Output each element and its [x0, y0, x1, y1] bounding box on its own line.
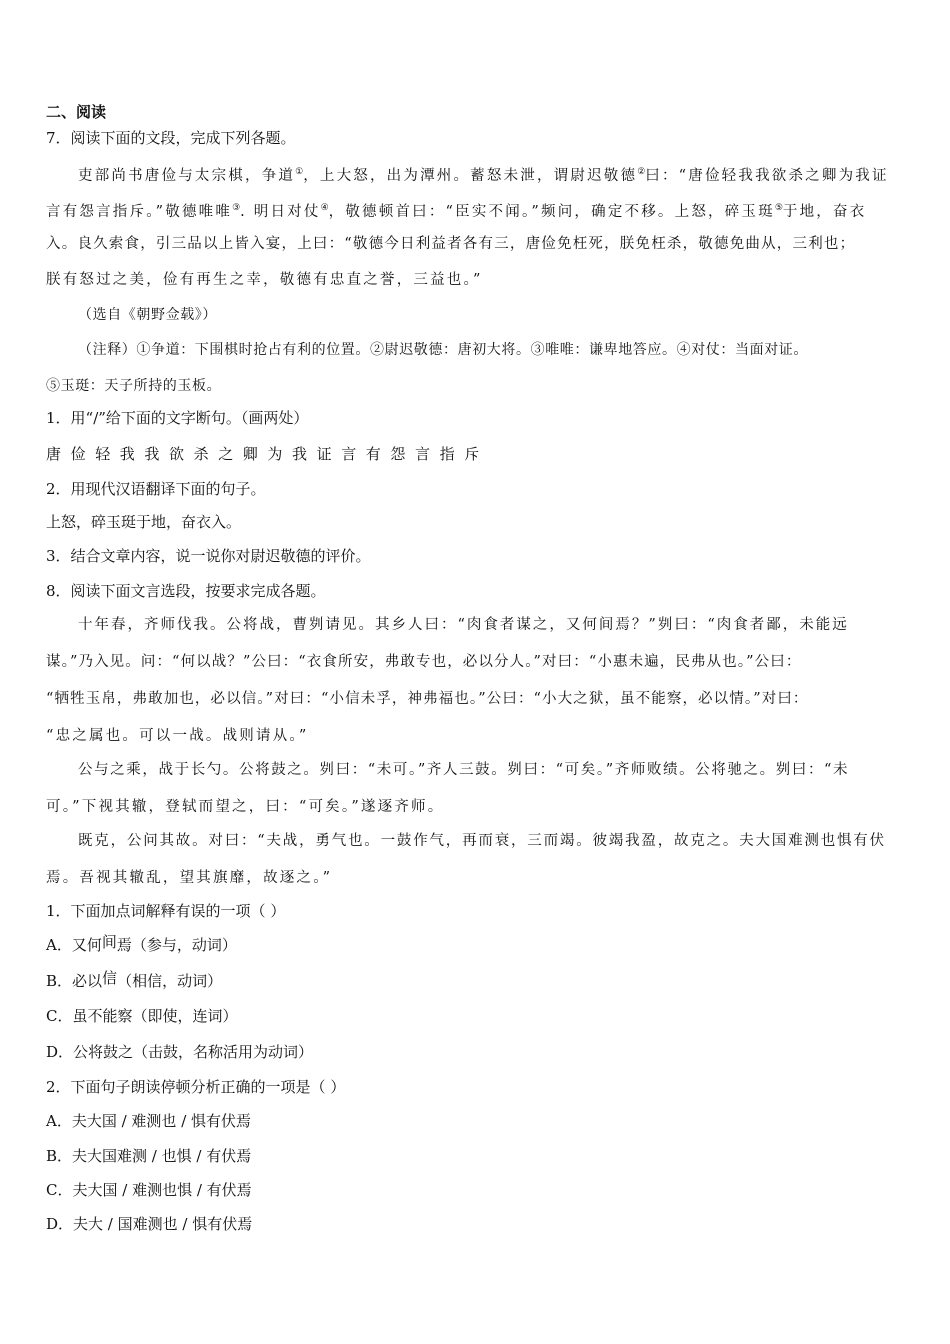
dotted-word: 信	[102, 969, 118, 987]
q8-passage-p1-line-4: “忠之属也。可以一战。战则请从。”	[46, 728, 309, 744]
option-letter: A．	[46, 936, 72, 954]
option-letter: B．	[46, 1147, 73, 1165]
passage-text: 言有怨言指斥。”敬德唯唯	[46, 204, 233, 220]
q8-sub1-option-b	[46, 971, 222, 991]
q8-sub2-option-a	[46, 1111, 251, 1131]
q8-sub2-option-c	[46, 1180, 252, 1200]
q8-passage-p2-line-1: 公与之乘，战于长勺。公将鼓之。刿曰：“未可。”齐人三鼓。刿曰：“可矣。”齐师败绩。公将驰之。刿曰：“未	[78, 762, 850, 778]
q8-sub1-option-c	[46, 1006, 238, 1026]
q8-passage-p3-line-1: 既克，公问其故。对曰：“夫战，勇气也。一鼓作气，再而衰，三而竭。彼竭我盈，故克之。夫大国难测也惧有伏	[78, 833, 886, 849]
passage-text: . 明日对仗	[240, 204, 321, 220]
q8-sub1-option-a	[46, 935, 237, 955]
q8-sub1-prompt: 1．下面加点词解释有误的一项（ ）	[46, 902, 286, 920]
option-text: 夫大 / 国难测也 / 惧有伏焉	[73, 1215, 253, 1233]
q8-passage-p3-line-2: 焉。吾视其辙乱，望其旗靡，故逐之。”	[46, 870, 333, 886]
footnote-marker-5: ⑤	[774, 203, 783, 213]
q7-sub3-prompt: 3．结合文章内容，说一说你对尉迟敬德的评价。	[46, 547, 371, 565]
section-title: 二、阅读	[46, 103, 107, 121]
footnote-marker-2: ②	[637, 167, 646, 177]
q7-passage-line-2	[46, 198, 866, 222]
passage-text: 曰：“唐俭轻我我欲杀之卿为我证	[645, 168, 889, 184]
passage-text: ，敬德顿首曰：“臣实不闻。”频问，确定不移。上怒，碎玉珽	[328, 204, 775, 220]
option-text: 必以	[72, 972, 103, 990]
q8-passage-p1-line-2: 谋。”乃入见。问：“何以战？”公曰：“衣食所安，弗敢专也，必以分人。”对曰：“小惠未遍，民弗从也。”公曰：	[46, 654, 802, 670]
question-8-prompt: 8．阅读下面文言选段，按要求完成各题。	[46, 582, 326, 600]
q7-passage-line-1	[78, 162, 889, 186]
option-letter: B．	[46, 972, 73, 990]
option-text: 焉（参与，动词）	[116, 936, 237, 954]
passage-text: 吏部尚书唐俭与太宗棋，争道	[78, 168, 296, 184]
option-letter: A．	[46, 1112, 72, 1130]
q7-notes-line-2: ⑤玉珽：天子所持的玉板。	[46, 378, 222, 394]
q7-source: （选自《朝野佥载》）	[78, 307, 217, 323]
option-letter: C．	[46, 1007, 73, 1025]
q7-sub2-prompt: 2．用现代汉语翻译下面的句子。	[46, 480, 266, 498]
q8-sub2-option-d	[46, 1214, 252, 1234]
option-letter: D．	[46, 1215, 74, 1233]
q7-sub1-text: 唐俭轻我我欲杀之卿为我证言有怨言指斥	[46, 445, 489, 463]
q7-notes-line-1: （注释）①争道：下围棋时抢占有利的位置。②尉迟敬德：唐初大将。③唯唯：谦卑地答应。④对仗：当面对证。	[78, 342, 808, 358]
q7-passage-line-3: 入。良久索食，引三品以上皆入宴，上曰：“敬德今日利益者各有三，唐俭免枉死，朕免枉杀，敬德免曲从，三利也；	[46, 236, 856, 252]
question-7-prompt: 7．阅读下面的文段，完成下列各题。	[46, 129, 296, 147]
q8-sub2-prompt: 2．下面句子朗读停顿分析正确的一项是（ ）	[46, 1078, 346, 1096]
q7-passage-line-4: 朕有怒过之美，俭有再生之幸，敬德有忠直之誉，三益也。”	[46, 272, 483, 288]
option-text: （相信，动词）	[117, 972, 223, 990]
dotted-word: 间	[101, 933, 117, 951]
q8-passage-p1-line-1: 十年春，齐师伐我。公将战，曹刿请见。其乡人曰：“肉食者谋之，又何间焉？”刿曰：“肉食者鄙，未能远	[78, 617, 849, 633]
q8-sub1-option-d	[46, 1042, 313, 1062]
passage-text: ，上大怒，出为潭州。蓄怒未泄，谓尉迟敬德	[303, 168, 638, 184]
option-text: 公将鼓之（击鼓，名称活用为动词）	[73, 1043, 314, 1061]
option-text: 夫大国 / 难测也 / 惧有伏焉	[71, 1112, 252, 1130]
footnote-marker-1: ①	[295, 167, 304, 177]
option-text: 又何	[71, 936, 102, 954]
footnote-marker-4: ④	[320, 203, 329, 213]
q8-sub2-option-b	[46, 1146, 251, 1166]
q7-sub2-text: 上怒，碎玉珽于地，奋衣入。	[46, 513, 242, 531]
option-letter: C．	[46, 1181, 73, 1199]
q7-sub1-prompt: 1．用“/”给下面的文字断句。（画两处）	[46, 409, 309, 427]
option-text: 夫大国 / 难测也惧 / 有伏焉	[72, 1181, 252, 1199]
option-text: 夫大国难测 / 也惧 / 有伏焉	[72, 1147, 252, 1165]
option-text: 虽不能察（即使，连词）	[72, 1007, 238, 1025]
q8-passage-p2-line-2: 可。”下视其辙，登轼而望之，曰：“可矣。”遂逐齐师。	[46, 799, 445, 815]
footnote-marker-3: ③	[232, 203, 241, 213]
passage-text: 于地，奋衣	[782, 204, 867, 220]
q8-passage-p1-line-3: “牺牲玉帛，弗敢加也，必以信。”对曰：“小信未孚，神弗福也。”公曰：“小大之狱，虽不能察，必以情。”对曰：	[46, 691, 809, 707]
option-letter: D．	[46, 1043, 74, 1061]
